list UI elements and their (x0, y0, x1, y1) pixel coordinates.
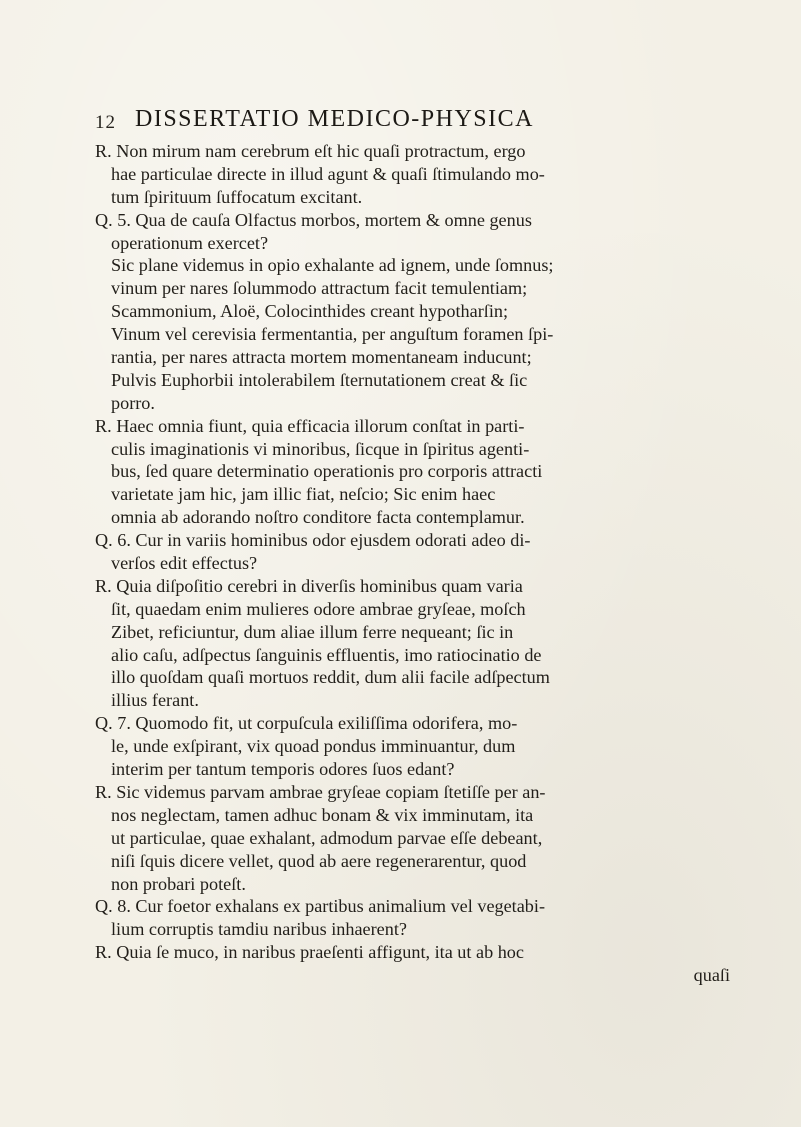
text-line: verſos edit effectus? (111, 553, 258, 574)
text-line: niſi ſquis dicere vellet, quod ab aere regenerarentur, quod (111, 850, 527, 871)
text-line: Sic plane videmus in opio exhalante ad ignem, unde ſomnus; (111, 255, 554, 276)
text-line: R. Sic videmus parvam ambrae gryſeae copiam ſtetiſſe per an- (95, 781, 546, 802)
text-line: Q. 5. Qua de cauſa Olfactus morbos, mortem & omne genus (95, 209, 532, 230)
text-line: Zibet, reficiuntur, dum aliae illum ferre nequeant; ſic in (111, 621, 514, 642)
text-line: Pulvis Euphorbii intolerabilem ſternutationem creat & ſic (111, 369, 528, 390)
text-line: culis imaginationis vi minoribus, ſicque in ſpiritus agenti- (111, 438, 530, 459)
text-line: bus, ſed quare determinatio operationis pro corporis attracti (111, 461, 543, 482)
page-number: 12 (95, 112, 116, 133)
body-text (95, 140, 735, 987)
text-line: operationum exercet? (111, 232, 269, 253)
text-line: R. Quia ſe muco, in naribus praeſenti affigunt, ita ut ab hoc (95, 942, 524, 963)
text-line: lium corruptis tamdiu naribus inhaerent? (111, 919, 407, 940)
text-line: Q. 7. Quomodo fit, ut corpuſcula exiliſſima odorifera, mo- (95, 713, 518, 734)
text-line: rantia, per nares attracta mortem momentaneam inducunt; (111, 347, 532, 368)
text-line: R. Non mirum nam cerebrum eſt hic quaſi protractum, ergo (95, 141, 526, 161)
running-title: DISSERTATIO MEDICO-PHYSICA (135, 106, 534, 132)
text-line: R. Haec omnia fiunt, quia efficacia illorum conſtat in parti- (95, 415, 525, 436)
text-line: varietate jam hic, jam illic fiat, neſcio; Sic enim haec (111, 484, 496, 505)
text-line: alio caſu, adſpectus ſanguinis effluentis, imo ratiocinatio de (111, 644, 542, 665)
text-line: Q. 6. Cur in variis hominibus odor ejusdem odorati adeo di- (95, 530, 531, 551)
text-line: illius ferant. (111, 690, 199, 711)
text-line: tum ſpirituum ſuffocatum excitant. (111, 186, 363, 207)
text-line: omnia ab adorando noſtro conditore facta contemplamur. (111, 507, 525, 528)
text-line: Vinum vel cerevisia fermentantia, per anguſtum foramen ſpi- (111, 324, 554, 345)
text-line: nos neglectam, tamen adhuc bonam & vix imminutam, ita (111, 804, 534, 825)
text-line: hae particulae directe in illud agunt & quaſi ſtimulando mo- (111, 163, 545, 184)
text-line: Q. 8. Cur foetor exhalans ex partibus animalium vel vegetabi- (95, 896, 546, 917)
text-line: R. Quia diſpoſitio cerebri in diverſis hominibus quam varia (95, 575, 523, 596)
text-line: Scammonium, Aloë, Colocinthides creant hypotharſin; (111, 301, 509, 322)
page-header (95, 106, 735, 136)
text-line: ut particulae, quae exhalant, admodum parvae eſſe debeant, (111, 827, 543, 848)
text-line: non probari poteſt. (111, 873, 246, 894)
text-line: porro. (111, 392, 155, 413)
text-line: vinum per nares ſolummodo attractum facit temulentiam; (111, 278, 528, 299)
text-line: le, unde exſpirant, vix quoad pondus imminuantur, dum (111, 736, 516, 757)
text-line: illo quoſdam quaſi mortuos reddit, dum alii facile adſpectum (111, 667, 550, 688)
text-line: ſit, quaedam enim mulieres odore ambrae gryſeae, moſch (111, 598, 526, 619)
text-line: interim per tantum temporis odores ſuos edant? (111, 759, 455, 780)
catchword: quaſi (693, 965, 730, 986)
